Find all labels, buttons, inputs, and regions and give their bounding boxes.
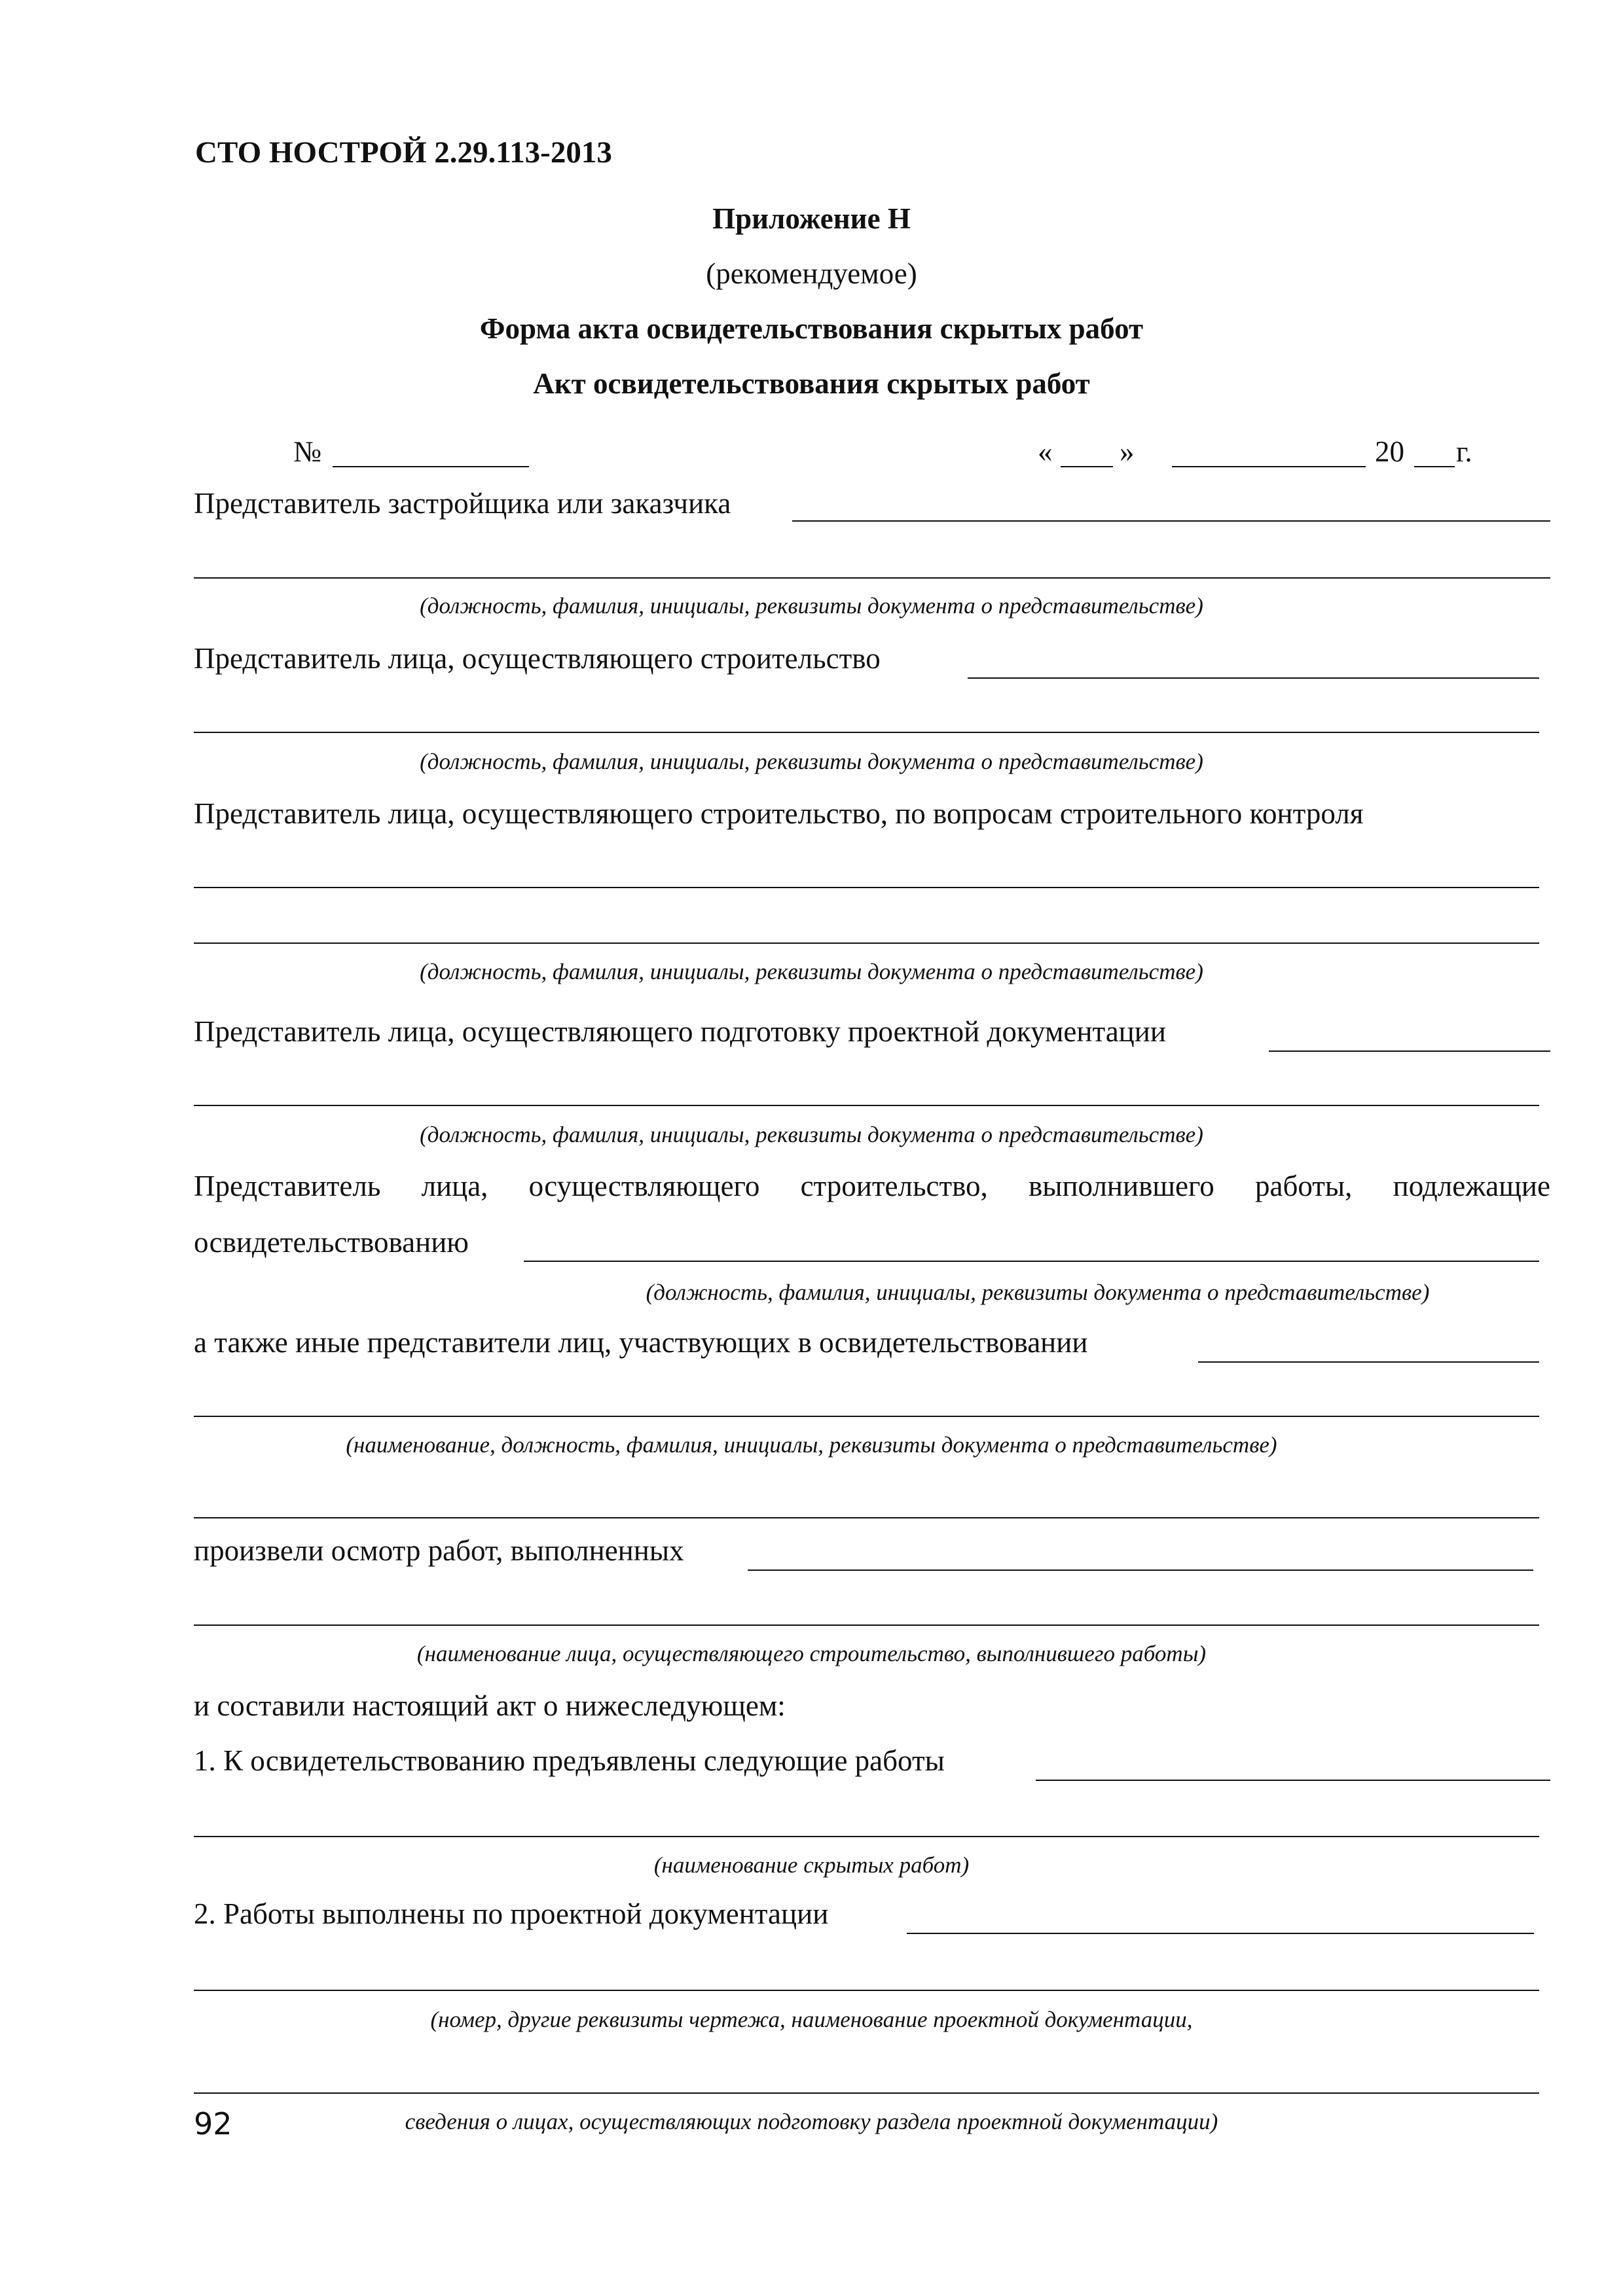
number-field-line (333, 466, 529, 467)
item-2-line (907, 1933, 1534, 1934)
appendix-type: (рекомендуемое) (706, 257, 917, 290)
date-year-line (1414, 466, 1455, 467)
caption-drawing: (номер, другие реквизиты чертежа, наименование проектной документации, (430, 2007, 1193, 2032)
rep-designer-line (1269, 1050, 1550, 1052)
rep-builder-label: Представитель лица, осуществляющего строительство (194, 642, 881, 675)
caption-performer: (наименование лица, осуществляющего строительство, выполнившего работы) (416, 1641, 1207, 1666)
number-sign: № (293, 435, 321, 468)
rep-designer-line-2 (194, 1105, 1539, 1106)
caption-rep-builder-control: (должность, фамилия, инициалы, реквизиты документа о представительстве) (420, 959, 1203, 984)
caption-hidden-works: (наименование скрытых работ) (653, 1852, 970, 1878)
date-quote-open: « (1038, 435, 1053, 468)
rep-performer-line (524, 1261, 1539, 1262)
compiled-text: и составили настоящий акт о нижеследующем: (194, 1689, 786, 1722)
document-header: СТО НОСТРОЙ 2.29.113-2013 (195, 135, 612, 170)
item-1-line (1036, 1780, 1550, 1781)
appendix-title: Приложение Н (712, 202, 911, 235)
date-quote-close: » (1120, 435, 1135, 468)
date-month-line (1172, 466, 1366, 467)
inspected-label: произвели осмотр работ, выполненных (194, 1534, 684, 1567)
item-2-line-2 (194, 1990, 1539, 1991)
item-1-label: 1. К освидетельствованию предъявлены следующие работы (194, 1744, 945, 1777)
caption-design-persons: сведения о лицах, осуществляющих подготовку раздела проектной документации) (405, 2109, 1218, 2134)
date-year-suffix: г. (1456, 435, 1472, 468)
item-2-label: 2. Работы выполнены по проектной документации (194, 1897, 829, 1930)
caption-rep-customer: (должность, фамилия, инициалы, реквизиты документа о представительстве) (420, 593, 1203, 619)
rep-builder-line (968, 677, 1539, 679)
rep-builder-line-2 (194, 732, 1539, 733)
page-number: 92 (194, 2106, 232, 2142)
caption-rep-designer: (должность, фамилия, инициалы, реквизиты документа о представительстве) (420, 1122, 1203, 1147)
rep-customer-line-2 (194, 577, 1550, 579)
other-reps-label: а также иные представители лиц, участвующих в освидетельствовании (194, 1326, 1088, 1359)
item-1-line-2 (194, 1836, 1539, 1837)
inspected-line-2 (194, 1624, 1539, 1626)
date-year-prefix: 20 (1375, 435, 1404, 468)
other-reps-line (1198, 1361, 1539, 1363)
date-day-line (1061, 466, 1113, 467)
other-reps-line-2 (194, 1416, 1539, 1417)
caption-rep-builder: (должность, фамилия, инициалы, реквизиты документа о представительстве) (420, 749, 1203, 774)
caption-rep-performer: (должность, фамилия, инициалы, реквизиты документа о представительстве) (646, 1280, 1430, 1305)
item-2-line-3 (194, 2092, 1539, 2094)
rep-builder-control-line-2 (194, 942, 1539, 944)
other-reps-line-3 (194, 1517, 1539, 1518)
form-title: Форма акта освидетельствования скрытых работ (479, 312, 1144, 345)
rep-performer-label-line-2: освидетельствованию (194, 1226, 469, 1259)
rep-designer-label: Представитель лица, осуществляющего подготовку проектной документации (194, 1015, 1166, 1048)
inspected-line (748, 1570, 1533, 1571)
caption-other-reps: (наименование, должность, фамилия, инициалы, реквизиты документа о представительстве) (346, 1432, 1277, 1458)
rep-customer-label: Представитель застройщика или заказчика (194, 487, 731, 520)
rep-builder-control-label: Представитель лица, осуществляющего строительство, по вопросам строительного контроля (194, 797, 1364, 830)
rep-customer-line (792, 520, 1550, 522)
rep-performer-label-line-1: Представитель лица, осуществляющего строительство, выполнившего работы, подлежащие (194, 1170, 1550, 1202)
rep-builder-control-line-1 (194, 887, 1539, 888)
act-title: Акт освидетельствования скрытых работ (533, 367, 1090, 400)
